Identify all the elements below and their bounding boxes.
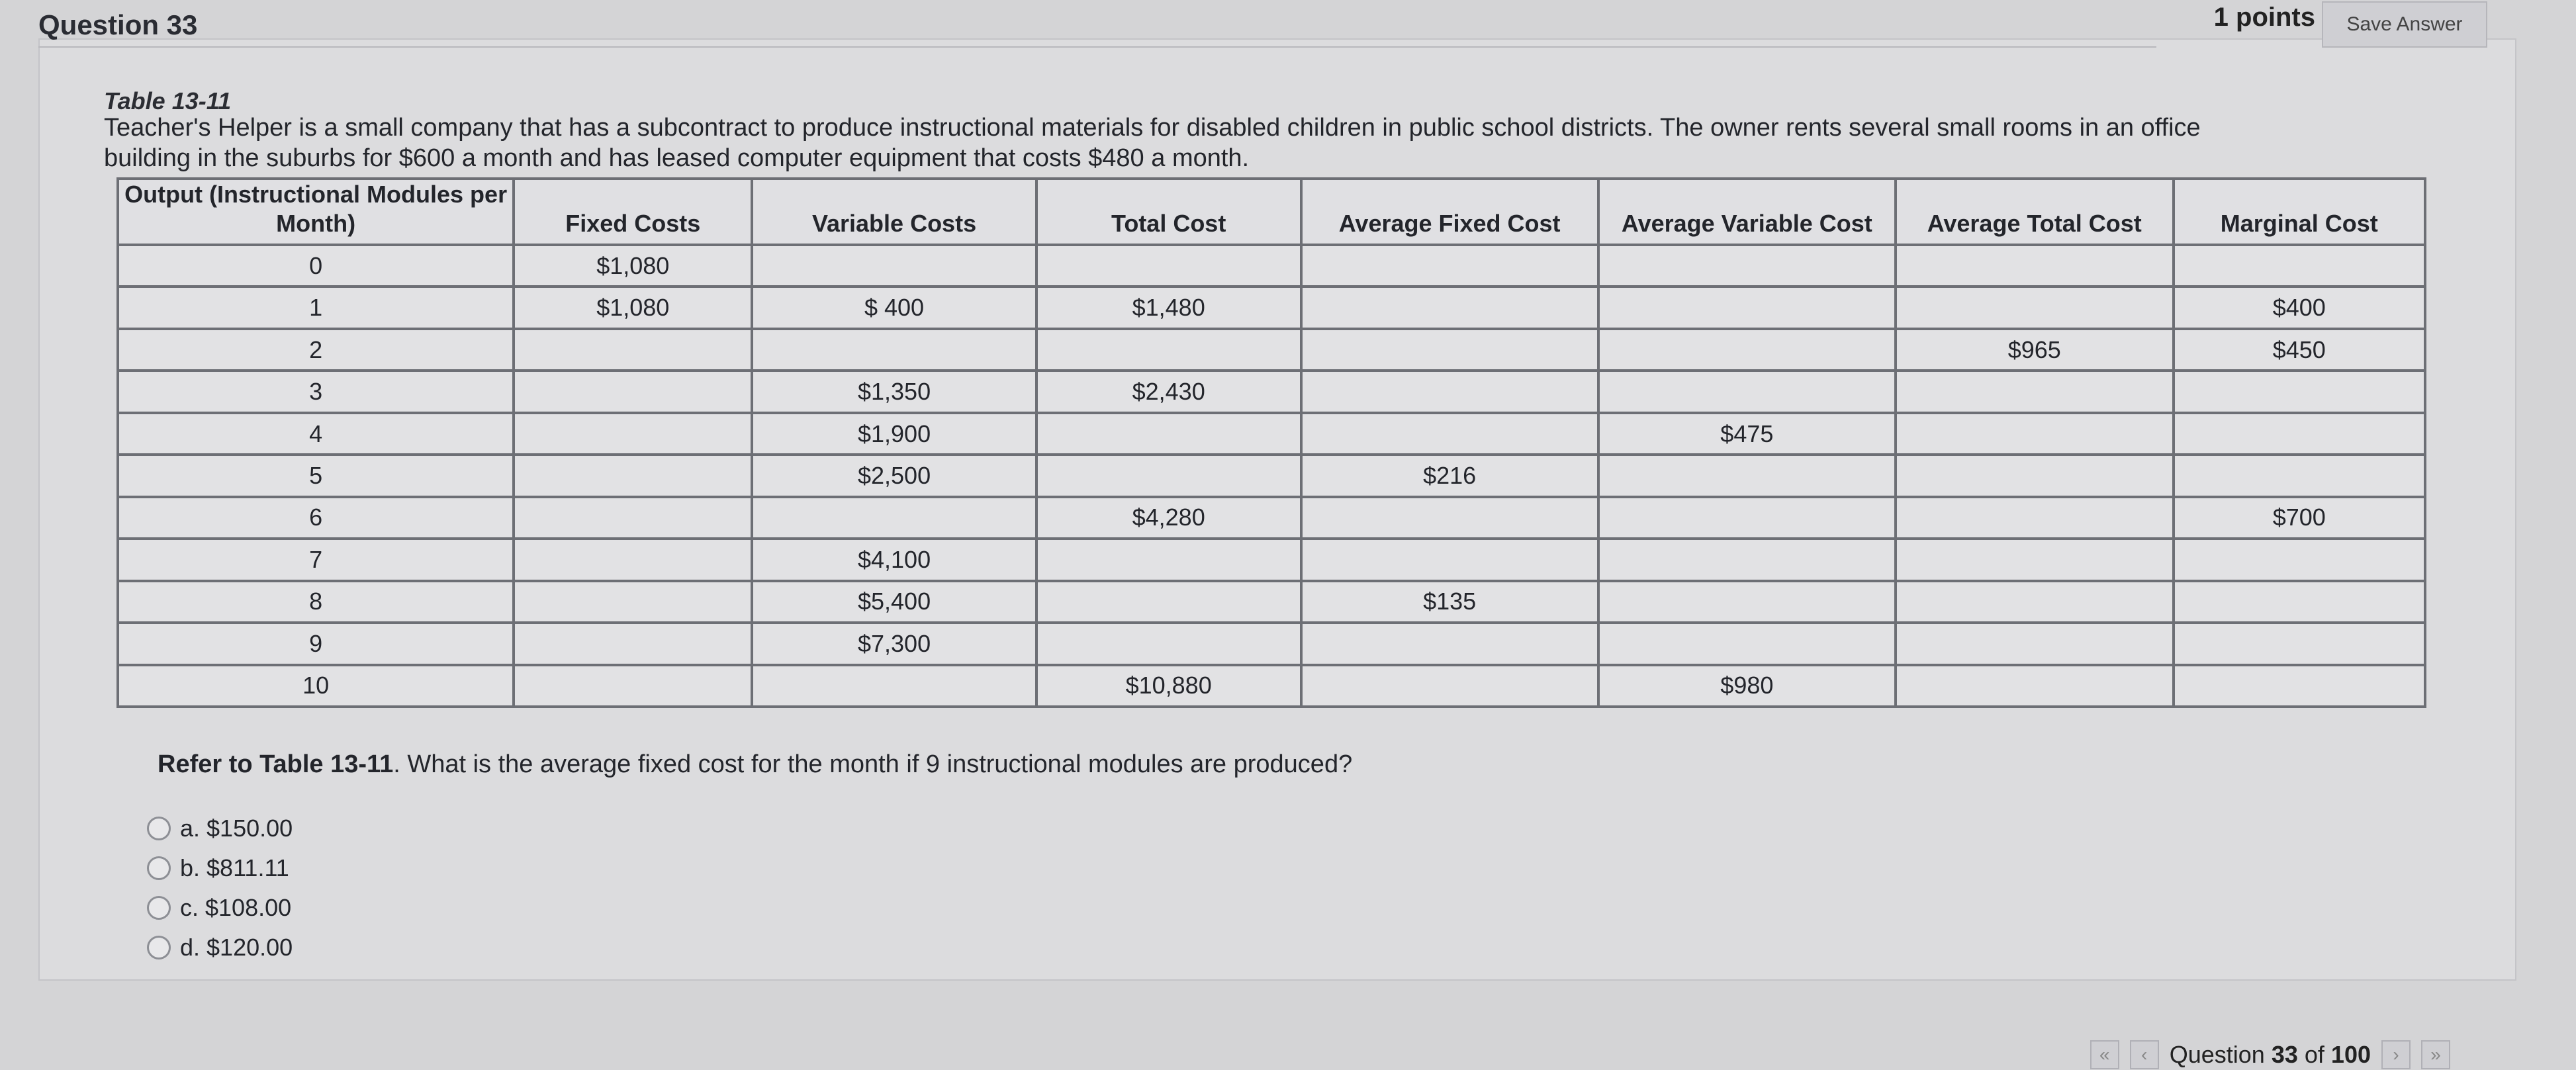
option-a[interactable] (147, 809, 293, 848)
previous-question-icon[interactable]: ‹ (2130, 1040, 2159, 1069)
cell-average-fixed-cost: $216 (1301, 455, 1598, 496)
cell-average-variable-cost (1598, 287, 1896, 328)
cell-fixed-cost: $1,080 (514, 287, 752, 328)
cost-table (116, 177, 2426, 708)
last-question-icon[interactable]: » (2421, 1040, 2450, 1069)
cell-average-variable-cost (1598, 245, 1896, 287)
question-description (104, 85, 2407, 173)
cell-average-variable-cost (1598, 329, 1896, 371)
counter-current: 33 (2271, 1041, 2298, 1068)
cell-average-total-cost (1896, 413, 2174, 455)
cell-average-variable-cost (1598, 581, 1896, 623)
cell-total-cost: $10,880 (1036, 665, 1301, 707)
question-title: Question 33 (38, 9, 198, 40)
table-row (118, 413, 2425, 455)
cell-average-total-cost (1896, 665, 2174, 707)
header-variable-costs: Variable Costs (752, 179, 1036, 245)
cell-output: 7 (118, 539, 514, 580)
option-d[interactable] (147, 928, 293, 967)
option-b[interactable] (147, 848, 293, 888)
table-row (118, 371, 2425, 412)
table-label: Table 13-11 (104, 87, 232, 114)
cell-average-fixed-cost (1301, 245, 1598, 287)
header-average-fixed-cost: Average Fixed Cost (1301, 179, 1598, 245)
cell-fixed-cost (514, 623, 752, 664)
cell-marginal-cost (2174, 413, 2425, 455)
cell-output: 1 (118, 287, 514, 328)
cell-variable-cost: $1,900 (752, 413, 1036, 455)
radio-button[interactable] (147, 936, 171, 959)
cell-average-total-cost (1896, 371, 2174, 412)
option-label: a. $150.00 (180, 815, 293, 842)
question-navigation (2090, 1040, 2450, 1069)
cell-average-total-cost (1896, 539, 2174, 580)
header-average-total-cost: Average Total Cost (1896, 179, 2174, 245)
cell-total-cost (1036, 455, 1301, 496)
table-header-row (118, 179, 2425, 245)
option-label: c. $108.00 (180, 894, 292, 921)
cell-average-total-cost (1896, 455, 2174, 496)
cell-average-variable-cost: $475 (1598, 413, 1896, 455)
cell-average-variable-cost (1598, 539, 1896, 580)
cell-total-cost (1036, 623, 1301, 664)
table-row (118, 287, 2425, 328)
header-output: Output (Instructional Modules per Month) (118, 179, 514, 245)
cell-output: 0 (118, 245, 514, 287)
description-line-1: Teacher's Helper is a small company that has a subcontract to produce instructional materials for disabled children in public school districts. The owner rents several small rooms in an office (104, 114, 2201, 142)
table-row (118, 497, 2425, 539)
cell-total-cost (1036, 581, 1301, 623)
question-table-ref: Refer to Table 13-11 (158, 750, 394, 778)
cell-fixed-cost (514, 413, 752, 455)
cell-marginal-cost: $450 (2174, 329, 2425, 371)
cell-fixed-cost (514, 371, 752, 412)
header-average-variable-cost: Average Variable Cost (1598, 179, 1896, 245)
radio-button[interactable] (147, 856, 171, 880)
header-divider (38, 46, 2156, 48)
table-row (118, 455, 2425, 496)
cell-fixed-cost (514, 455, 752, 496)
cell-average-fixed-cost (1301, 287, 1598, 328)
cell-fixed-cost (514, 665, 752, 707)
table-row (118, 581, 2425, 623)
cell-fixed-cost (514, 329, 752, 371)
question-header (38, 3, 2514, 48)
cell-average-total-cost: $965 (1896, 329, 2174, 371)
header-marginal-cost: Marginal Cost (2174, 179, 2425, 245)
cell-total-cost (1036, 539, 1301, 580)
cell-average-variable-cost (1598, 371, 1896, 412)
cell-output: 9 (118, 623, 514, 664)
option-label: b. $811.11 (180, 854, 289, 881)
cell-total-cost (1036, 245, 1301, 287)
next-question-icon[interactable]: › (2381, 1040, 2411, 1069)
cell-marginal-cost: $700 (2174, 497, 2425, 539)
question-prompt (158, 750, 1352, 779)
cell-average-total-cost (1896, 581, 2174, 623)
cell-output: 6 (118, 497, 514, 539)
cell-total-cost: $2,430 (1036, 371, 1301, 412)
cell-variable-cost (752, 665, 1036, 707)
cell-average-total-cost (1896, 623, 2174, 664)
save-answer-button[interactable]: Save Answer (2322, 1, 2487, 48)
cell-marginal-cost (2174, 539, 2425, 580)
table-row (118, 665, 2425, 707)
table-row (118, 623, 2425, 664)
cell-total-cost (1036, 329, 1301, 371)
cell-average-fixed-cost (1301, 623, 1598, 664)
cell-average-fixed-cost (1301, 665, 1598, 707)
radio-button[interactable] (147, 896, 171, 920)
cell-fixed-cost (514, 497, 752, 539)
cell-variable-cost: $2,500 (752, 455, 1036, 496)
cell-marginal-cost (2174, 623, 2425, 664)
cell-output: 10 (118, 665, 514, 707)
cell-marginal-cost (2174, 245, 2425, 287)
question-counter (2170, 1041, 2371, 1069)
points-label: 1 points (2213, 3, 2315, 32)
cell-average-variable-cost (1598, 497, 1896, 539)
cell-fixed-cost (514, 539, 752, 580)
cell-average-fixed-cost (1301, 413, 1598, 455)
counter-total: 100 (2330, 1041, 2371, 1068)
cell-output: 3 (118, 371, 514, 412)
first-question-icon[interactable]: « (2090, 1040, 2119, 1069)
cell-output: 5 (118, 455, 514, 496)
cell-marginal-cost (2174, 581, 2425, 623)
radio-button[interactable] (147, 817, 171, 840)
cell-average-variable-cost: $980 (1598, 665, 1896, 707)
counter-question-word: Question (2169, 1041, 2265, 1068)
question-text: . What is the average fixed cost for the month if 9 instructional modules are produced? (393, 750, 1353, 778)
option-c[interactable] (147, 888, 293, 928)
cell-variable-cost: $5,400 (752, 581, 1036, 623)
table-row (118, 245, 2425, 287)
counter-of-word: of (2304, 1041, 2324, 1068)
cell-output: 2 (118, 329, 514, 371)
cell-fixed-cost (514, 581, 752, 623)
header-fixed-costs: Fixed Costs (514, 179, 752, 245)
cell-total-cost (1036, 413, 1301, 455)
table-row (118, 329, 2425, 371)
cell-variable-cost: $1,350 (752, 371, 1036, 412)
cell-marginal-cost (2174, 371, 2425, 412)
cell-fixed-cost: $1,080 (514, 245, 752, 287)
cell-variable-cost (752, 245, 1036, 287)
cell-variable-cost: $4,100 (752, 539, 1036, 580)
cell-average-total-cost (1896, 245, 2174, 287)
cell-variable-cost (752, 329, 1036, 371)
cell-average-fixed-cost (1301, 497, 1598, 539)
cell-average-variable-cost (1598, 623, 1896, 664)
cell-output: 8 (118, 581, 514, 623)
cell-variable-cost: $ 400 (752, 287, 1036, 328)
cell-average-total-cost (1896, 287, 2174, 328)
cell-average-fixed-cost (1301, 539, 1598, 580)
cell-average-variable-cost (1598, 455, 1896, 496)
cell-marginal-cost (2174, 665, 2425, 707)
description-line-2: building in the suburbs for $600 a month and has leased computer equipment that costs $480 a month. (104, 144, 1250, 172)
cell-marginal-cost (2174, 455, 2425, 496)
cell-variable-cost: $7,300 (752, 623, 1036, 664)
cell-output: 4 (118, 413, 514, 455)
cell-total-cost: $1,480 (1036, 287, 1301, 328)
cell-average-total-cost (1896, 497, 2174, 539)
cell-average-fixed-cost: $135 (1301, 581, 1598, 623)
header-total-cost: Total Cost (1036, 179, 1301, 245)
cell-total-cost: $4,280 (1036, 497, 1301, 539)
cell-average-fixed-cost (1301, 371, 1598, 412)
cell-average-fixed-cost (1301, 329, 1598, 371)
cell-variable-cost (752, 497, 1036, 539)
answer-options (147, 809, 293, 967)
option-label: d. $120.00 (180, 934, 293, 961)
table-row (118, 539, 2425, 580)
cell-marginal-cost: $400 (2174, 287, 2425, 328)
